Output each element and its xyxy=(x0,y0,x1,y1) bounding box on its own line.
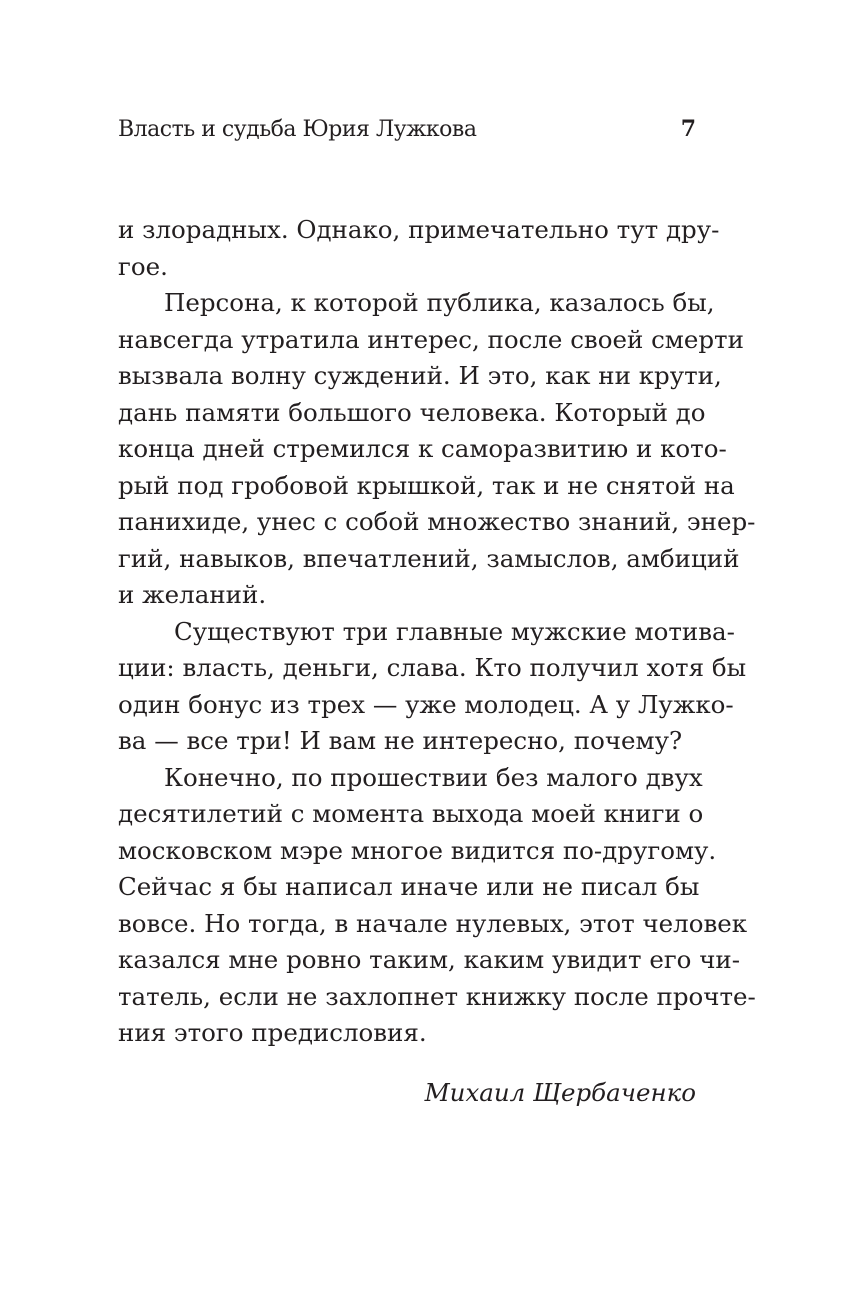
text-line: навсегда утратила интерес, после своей смерти xyxy=(118,324,744,354)
text-line: десятилетий с момента выхода моей книги о xyxy=(118,799,704,828)
text-line: вовсе. Но тогда, в начале нулевых, этот человек xyxy=(118,908,748,938)
text-line: татель, если не захлопнет книжку после прочте- xyxy=(118,981,756,1011)
paragraph-start-line: Существуют три главные мужские мотива- xyxy=(174,616,735,646)
text-line: гое. xyxy=(118,251,168,281)
text-line: ния этого предисловия. xyxy=(118,1018,427,1047)
text-line: вызвала волну суждений. И это, как ни крути, xyxy=(118,361,722,390)
text-line: и злорадных. Однако, примечательно тут дру- xyxy=(118,215,720,244)
body-text xyxy=(118,212,756,1052)
text-line: конца дней стремился к саморазвитию и кото- xyxy=(118,434,727,463)
text-line: казался мне ровно таким, каким увидит его чи- xyxy=(118,945,740,974)
paragraph-start-line: Конечно, по прошествии без малого двух xyxy=(164,762,703,792)
text-line: рый под гробовой крышкой, так и не снятой на xyxy=(118,470,735,500)
author-signature: Михаил Щербаченко xyxy=(424,1078,696,1107)
text-line: гий, навыков, впечатлений, замыслов, амбиций xyxy=(118,543,740,573)
running-header xyxy=(118,116,696,150)
paragraph-start-line: Персона, к которой публика, казалось бы, xyxy=(164,288,715,317)
text-line: дань памяти большого человека. Который до xyxy=(118,397,706,427)
text-line: ции: власть, деньги, слава. Кто получил хотя бы xyxy=(118,653,747,682)
text-line: панихиде, унес с собой множество знаний, энер- xyxy=(118,507,756,536)
text-line: Сейчас я бы написал иначе или не писал бы xyxy=(118,872,700,901)
text-line: и желаний. xyxy=(118,580,267,609)
book-title: Власть и судьба Юрия Лужкова xyxy=(118,117,477,142)
text-line: ва — все три! И вам не интересно, почему? xyxy=(118,726,683,755)
text-line: московском мэре многое видится по-другому. xyxy=(118,835,717,865)
page-number: 7 xyxy=(680,116,696,142)
text-line: один бонус из трех — уже молодец. А у Лужко- xyxy=(118,689,734,719)
